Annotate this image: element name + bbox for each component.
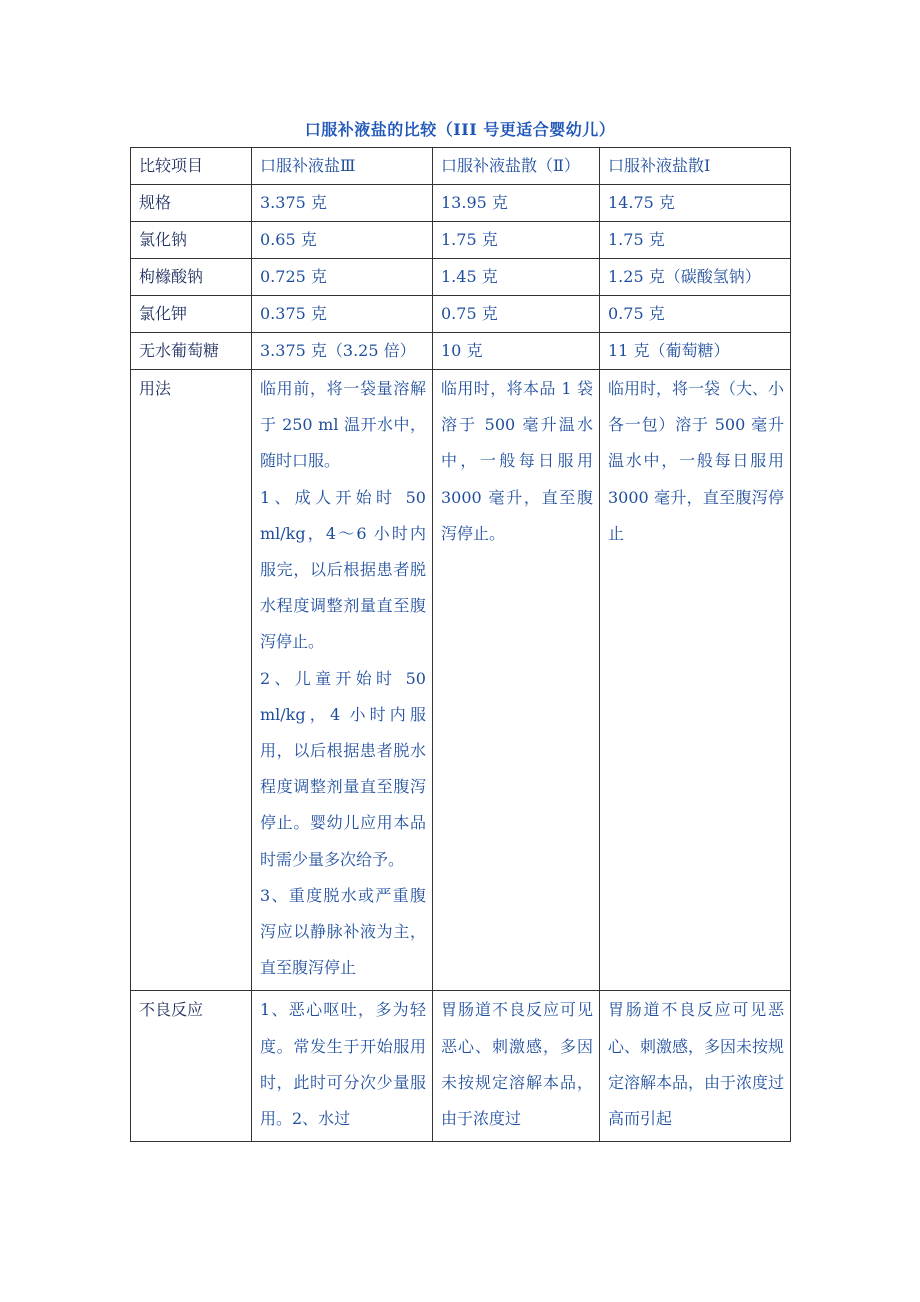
row-label: 氯化钾 bbox=[131, 296, 252, 333]
table-cell: 11 克（葡萄糖） bbox=[600, 333, 791, 370]
table-cell: 1.75 克 bbox=[600, 222, 791, 259]
header-cell: 口服补液盐散Ⅰ bbox=[600, 148, 791, 185]
table-cell: 0.75 克 bbox=[433, 296, 600, 333]
table-header-row bbox=[131, 148, 791, 185]
header-cell: 口服补液盐散（Ⅱ） bbox=[433, 148, 600, 185]
table-cell: 10 克 bbox=[433, 333, 600, 370]
row-label: 规格 bbox=[131, 185, 252, 222]
table-cell: 1.25 克（碳酸氢钠） bbox=[600, 259, 791, 296]
row-label: 无水葡萄糖 bbox=[131, 333, 252, 370]
usage-cell bbox=[433, 370, 600, 991]
table-cell: 14.75 克 bbox=[600, 185, 791, 222]
table-cell: 1.75 克 bbox=[433, 222, 600, 259]
table-row-adverse bbox=[131, 991, 791, 1142]
usage-paragraph: 临用前，将一袋量溶解于 250 ml 温开水中，随时口服。 bbox=[260, 379, 426, 471]
usage-paragraph: 1、成人开始时 50 ml/kg，4～6 小时内服完，以后根据患者脱水程度调整剂量直至腹泻停止。 bbox=[260, 487, 426, 652]
table-row-usage bbox=[131, 370, 791, 991]
table-cell: 0.375 克 bbox=[252, 296, 433, 333]
table-cell: 3.375 克 bbox=[252, 185, 433, 222]
table-row bbox=[131, 259, 791, 296]
table-row bbox=[131, 296, 791, 333]
header-cell: 比较项目 bbox=[131, 148, 252, 185]
table-cell: 13.95 克 bbox=[433, 185, 600, 222]
table-row bbox=[131, 333, 791, 370]
row-label: 氯化钠 bbox=[131, 222, 252, 259]
adverse-cell bbox=[252, 991, 433, 1142]
table-cell: 3.375 克（3.25 倍） bbox=[252, 333, 433, 370]
table-cell: 0.65 克 bbox=[252, 222, 433, 259]
usage-paragraph: 3、重度脱水或严重腹泻应以静脉补液为主，直至腹泻停止 bbox=[260, 885, 426, 978]
usage-paragraph: 临用时，将本品 1 袋溶于 500 毫升温水中，一般每日服用 3000 毫升，直至腹泻停止。 bbox=[441, 379, 593, 543]
row-label: 用法 bbox=[131, 370, 252, 991]
table-cell: 0.75 克 bbox=[600, 296, 791, 333]
row-label: 枸橼酸钠 bbox=[131, 259, 252, 296]
row-label: 不良反应 bbox=[131, 991, 252, 1142]
adverse-paragraph: 胃肠道不良反应可见恶心、刺激感，多因未按规定溶解本品，由于浓度过高而引起 bbox=[608, 1000, 785, 1129]
adverse-cell bbox=[433, 991, 600, 1142]
adverse-cell bbox=[600, 991, 791, 1142]
usage-paragraph: 临用时，将一袋（大、小各一包）溶于 500 毫升温水中，一般每日服用 3000 毫升，直至腹泻停止 bbox=[608, 379, 785, 543]
adverse-paragraph: 1、恶心呕吐，多为轻度。常发生于开始服用时，此时可分次少量服用。2、水过 bbox=[260, 1000, 426, 1129]
table-row bbox=[131, 222, 791, 259]
adverse-paragraph: 胃肠道不良反应可见恶心、刺激感，多因未按规定溶解本品，由于浓度过 bbox=[441, 1000, 593, 1129]
table-cell: 1.45 克 bbox=[433, 259, 600, 296]
usage-cell bbox=[600, 370, 791, 991]
table-row bbox=[131, 185, 791, 222]
header-cell: 口服补液盐Ⅲ bbox=[252, 148, 433, 185]
comparison-table bbox=[130, 147, 791, 1142]
table-cell: 0.725 克 bbox=[252, 259, 433, 296]
usage-paragraph: 2、儿童开始时 50 ml/kg，4 小时内服用，以后根据患者脱水程度调整剂量直至腹泻停止。婴幼儿应用本品时需少量多次给予。 bbox=[260, 668, 426, 869]
usage-cell bbox=[252, 370, 433, 991]
document-title: 口服补液盐的比较（III 号更适合婴幼儿） bbox=[304, 120, 616, 139]
